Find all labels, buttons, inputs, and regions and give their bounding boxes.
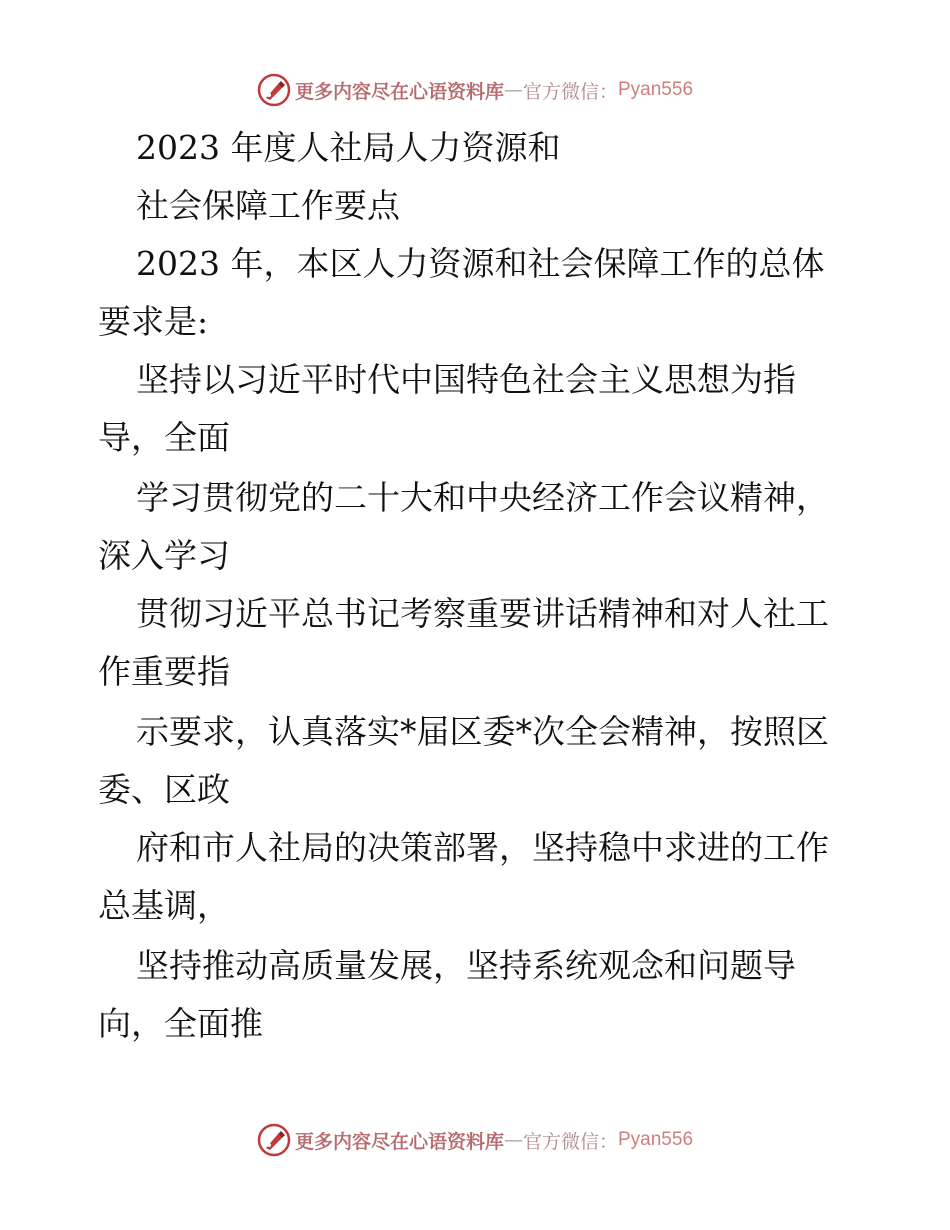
- doc-line: 作重要指: [98, 652, 230, 691]
- watermark-wechat-id: Pyan556: [618, 79, 694, 100]
- pen-logo-icon: [257, 1123, 291, 1157]
- watermark-banner-bottom: [0, 1120, 950, 1160]
- watermark-text: 更多内容尽在心语资料库: [294, 80, 504, 103]
- doc-line: 导，全面: [98, 418, 230, 457]
- doc-line: 坚持推动高质量发展，坚持系统观念和问题导: [136, 946, 796, 985]
- doc-line: 坚持以习近平时代中国特色社会主义思想为指: [136, 360, 796, 399]
- doc-line: 贯彻习近平总书记考察重要讲话精神和对人社工: [136, 594, 829, 633]
- watermark-separator: —: [503, 79, 523, 101]
- doc-line: 委、区政: [98, 770, 230, 809]
- pen-logo-icon: [257, 73, 291, 107]
- doc-title-line-2: 社会保障工作要点: [136, 186, 400, 225]
- watermark-separator: —: [503, 1129, 523, 1151]
- doc-line: 学习贯彻党的二十大和中央经济工作会议精神，: [136, 478, 829, 517]
- doc-line: 向，全面推: [98, 1004, 263, 1043]
- doc-title-line-1: 2023 年度人社局人力资源和: [136, 128, 561, 167]
- doc-line: 府和市人社局的决策部署，坚持稳中求进的工作: [136, 828, 829, 867]
- doc-line: 示要求，认真落实*届区委*次全会精神，按照区: [136, 712, 829, 751]
- doc-line: 总基调，: [98, 886, 230, 925]
- doc-line: 2023 年，本区人力资源和社会保障工作的总体: [136, 244, 825, 283]
- watermark-text: 更多内容尽在心语资料库: [294, 1130, 504, 1153]
- watermark-wechat-id: Pyan556: [618, 1129, 694, 1150]
- watermark-wechat-label: 官方微信：: [522, 80, 618, 103]
- watermark-wechat-label: 官方微信：: [522, 1130, 618, 1153]
- doc-line: 要求是:: [98, 302, 209, 341]
- watermark-banner-top: [0, 70, 950, 110]
- doc-line: 深入学习: [98, 536, 230, 575]
